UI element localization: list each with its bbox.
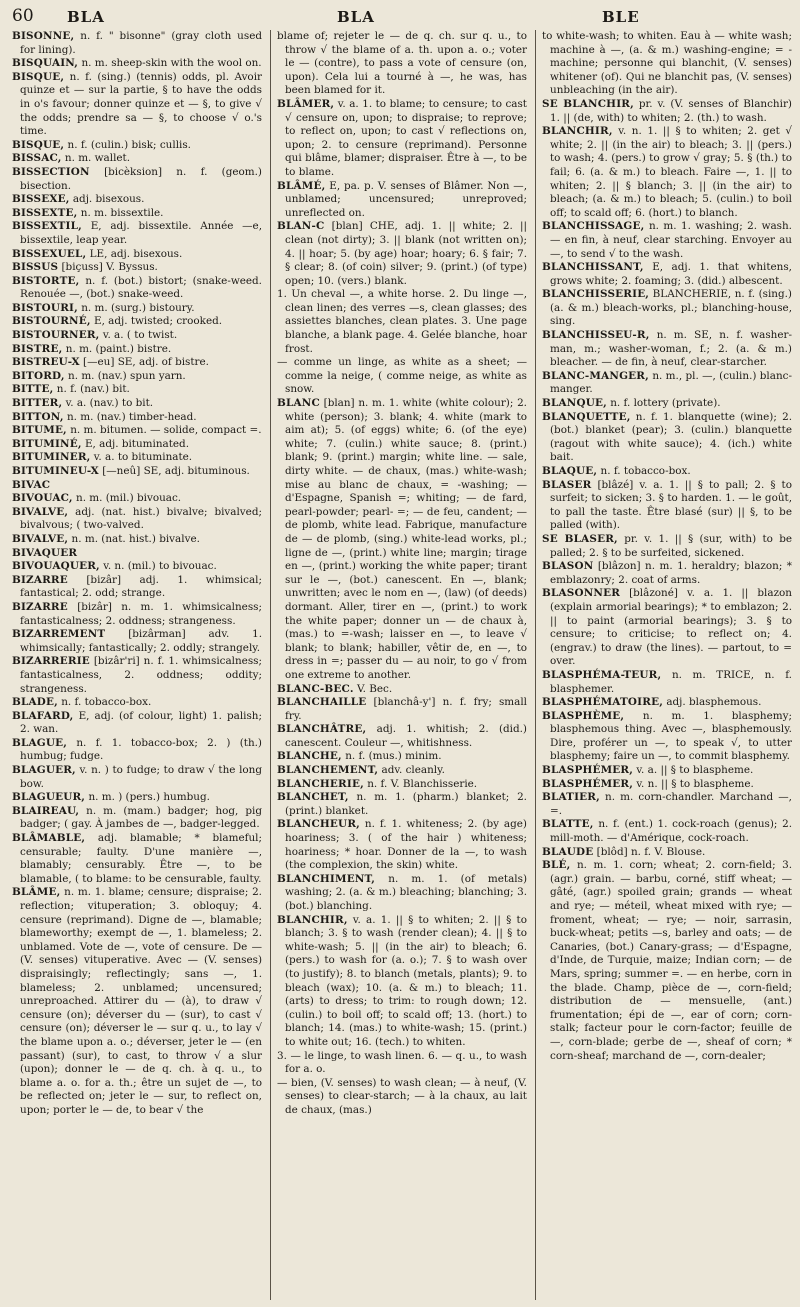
entry-headword: BLÂMABLE, xyxy=(12,832,86,845)
dictionary-entry xyxy=(277,1077,527,1118)
entry-definition: — bien, (V. senses) to wash clean; — à neuf, (V. senses) to clear-starch; — à la chaux, au lait de chaux, (mas.) xyxy=(277,1076,527,1116)
entry-headword: BLAGUER, xyxy=(12,764,76,777)
dictionary-entry xyxy=(12,492,262,506)
entry-headword: BISSECTION xyxy=(12,165,90,178)
entry-headword: BLASPHÉMER, xyxy=(542,777,634,790)
entry-definition: v. a. || § to blaspheme. xyxy=(636,764,754,777)
entry-definition: blame of; rejeter le — de q. ch. sur q. u., to throw √ the blame of a. th. upon a. o.; voter le — (contre), to pass a vote of censure (on, upon). Cela lui a tourné à —, he was, has been blamed for it. xyxy=(277,30,527,97)
dictionary-entry xyxy=(12,315,262,329)
entry-headword: BLAQUE, xyxy=(542,465,598,477)
dictionary-entry xyxy=(12,737,262,764)
entry-definition: v. a. (nav.) to bit. xyxy=(65,397,154,410)
dictionary-entry xyxy=(12,329,262,343)
dictionary-entry xyxy=(277,30,527,98)
dictionary-entry xyxy=(12,696,262,710)
entry-headword: BLATTE, xyxy=(542,818,594,831)
entry-headword: BLASPHÉMER, xyxy=(542,764,634,777)
entry-headword: BITTON, xyxy=(12,410,64,423)
entry-headword: BLASPHÉMATOIRE, xyxy=(542,696,664,709)
entry-definition: n. f. V. Blanchisserie. xyxy=(367,777,478,790)
entry-definition: n. m. (nav.) timber-head. xyxy=(66,410,197,423)
dictionary-entry xyxy=(277,750,527,764)
entry-headword: BLANC xyxy=(277,397,320,410)
dictionary-entry xyxy=(542,764,792,778)
entry-definition: E, adj. twisted; crooked. xyxy=(93,315,223,328)
entry-headword: BIVALVE, xyxy=(12,505,69,518)
entry-definition: n. f. (bot.) bistort; (snake-weed. Renouée —, (bot.) snake-weed. xyxy=(20,274,262,301)
entry-definition: n. m. sheep-skin with the wool on. xyxy=(81,57,262,70)
entry-definition: [bicèksion] n. f. (geom.) bisection. xyxy=(20,165,262,192)
entry-headword: BIZARREMENT xyxy=(12,628,106,641)
dictionary-entry xyxy=(542,560,792,587)
entry-headword: BISTRE, xyxy=(12,342,63,355)
dictionary-entry xyxy=(12,57,262,71)
dictionary-entry xyxy=(542,533,792,560)
entry-definition: [blanchâ-y'] n. f. fry; small fry. xyxy=(285,696,527,722)
guide-word-left: BLA xyxy=(67,8,105,26)
dictionary-entry xyxy=(542,125,792,220)
column-middle xyxy=(270,30,527,1300)
dictionary-entry xyxy=(277,1050,527,1077)
entry-headword: BITUMINEU-X xyxy=(12,465,99,477)
dictionary-entry xyxy=(12,30,262,57)
dictionary-entry xyxy=(277,914,527,1050)
entry-definition: adj. 1. whitish; 2. (did.) canescent. Couleur —, whitishness. xyxy=(285,723,527,749)
dictionary-entry xyxy=(542,370,792,397)
entry-headword: BISONNE, xyxy=(12,30,75,42)
entry-headword: BISQUAIN, xyxy=(12,57,79,70)
dictionary-entry xyxy=(542,846,792,860)
dictionary-entry xyxy=(542,696,792,710)
entry-definition: n. f. (mus.) minim. xyxy=(345,750,442,763)
entry-definition: 3. — le linge, to wash linen. 6. — q. u., to wash for a. o. xyxy=(277,1049,527,1076)
entry-definition: n. f. lottery (private). xyxy=(610,397,721,410)
entry-headword: BIVAC xyxy=(12,478,51,491)
entry-headword: BITTE, xyxy=(12,383,54,396)
dictionary-entry xyxy=(277,98,527,180)
dictionary-entry xyxy=(277,220,527,288)
entry-headword: BLASPHÉMA-TEUR, xyxy=(542,668,662,681)
dictionary-entry xyxy=(542,710,792,764)
dictionary-entry xyxy=(542,329,792,370)
entry-definition: [blôd] n. f. V. Blouse. xyxy=(596,845,706,858)
dictionary-entry xyxy=(12,207,262,221)
entry-definition: v. a. ( to twist. xyxy=(102,329,178,342)
entry-headword: BISSUS xyxy=(12,261,59,274)
entry-headword: BLAN-C xyxy=(277,220,325,233)
entry-headword: BISQUE, xyxy=(12,70,65,83)
entry-headword: BLÂME, xyxy=(12,886,61,899)
entry-definition: [bizârman] adv. 1. whimsically; fantastically; 2. oddly; strangely. xyxy=(20,628,262,654)
page-number: 60 xyxy=(12,6,34,26)
entry-definition: n. m. bitumen. — solide, compact =. xyxy=(70,424,262,437)
entry-definition: E, adj. bituminated. xyxy=(84,437,190,450)
entry-headword: BITTER, xyxy=(12,397,63,410)
dictionary-entry xyxy=(542,465,792,479)
entry-definition: n. f. 1. whiteness; 2. (by age) hoariness; 3. ( of the hair ) whiteness; hoariness; * hoar. Donner de la —, to wash (the complexion, the skin) white. xyxy=(285,818,527,872)
entry-headword: BLASON xyxy=(542,560,594,573)
entry-headword: BLANQUE, xyxy=(542,397,607,410)
dictionary-entry xyxy=(277,683,527,697)
entry-definition: [bizâr] n. m. 1. whimsicalness; fantasticalness; 2. oddness; strangeness. xyxy=(20,600,262,627)
dictionary-entry xyxy=(12,302,262,316)
dictionary-entry xyxy=(12,451,262,465)
dictionary-entry xyxy=(542,261,792,288)
entry-headword: BLANC-MANGER, xyxy=(542,369,649,382)
dictionary-entry xyxy=(542,411,792,465)
entry-definition: pr. v. 1. || § (sur, with) to be palled; 2. § to be surfeited, sickened. xyxy=(550,532,792,559)
entry-headword: BIZARRE xyxy=(12,600,68,613)
dictionary-entry xyxy=(12,710,262,737)
dictionary-entry xyxy=(12,628,262,655)
entry-headword: SE BLASER, xyxy=(542,532,618,545)
entry-definition: n. f. " bisonne" (gray cloth used for lining). xyxy=(20,30,262,56)
dictionary-entry xyxy=(12,261,262,275)
entry-headword: BLÂMÉ, xyxy=(277,179,326,192)
dictionary-entry xyxy=(277,778,527,792)
entry-definition: [blâzé] v. a. 1. || § to pall; 2. § to surfeit; to sicken; 3. § to harden. 1. — le goût, to pall the taste. Être blasé (sur) || §, to be palled (with). xyxy=(550,478,792,532)
entry-definition: LE, adj. bisexous. xyxy=(89,247,183,260)
entry-definition: [biçuss] V. Byssus. xyxy=(61,261,158,274)
entry-definition: n. m. 1. (of metals) washing; 2. (a. & m.) bleaching; blanching; 3. (bot.) blanching. xyxy=(285,872,527,912)
dictionary-entry xyxy=(12,832,262,886)
entry-definition: n. m. (paint.) bistre. xyxy=(65,342,172,355)
dictionary-entry xyxy=(277,764,527,778)
entry-definition: adj. (nat. hist.) bivalve; bivalved; bivalvous; ( two-valved. xyxy=(20,505,262,532)
dictionary-entry xyxy=(542,220,792,261)
dictionary-entry xyxy=(12,166,262,193)
entry-headword: BLANCHÂTRE, xyxy=(277,723,367,736)
entry-definition: [—neû] SE, adj. bituminous. xyxy=(102,465,250,477)
entry-headword: BLANQUETTE, xyxy=(542,410,631,423)
entry-definition: n. f. tobacco-box. xyxy=(600,465,691,477)
entry-headword: BISSEXTE, xyxy=(12,206,78,219)
entry-headword: BIVOUAC, xyxy=(12,492,73,505)
dictionary-entry xyxy=(12,805,262,832)
dictionary-entry xyxy=(277,180,527,221)
guide-word-middle: BLA xyxy=(337,8,375,26)
entry-definition: [blan] n. m. 1. white (white colour); 2. white (person); 3. blank; 4. white (mark to aim at); 5. (of eggs) white; 6. (of the eye) white; 7. (culin.) white sauce; 8. (print.) blank; 9. (print.) margin; white line. — sale, dirty white. — de chaux, (mas.) white-wash; mise au blanc de chaux, = -washing; — d'Espagne, Spanish =; whiting; — de fard, pearl-powder; pearl- =; — de feu, candent; — de plomb, white lead. Fabrique, manufacture de — de plomb, (sing.) white-lead works, pl.; ligne de —, (print.) white line; margin; tirage en —, (print.) working the white paper; tirant sur le —, (bot.) canescent. En —, blank; unwritten; avec le nom en —, (law) (of deeds) dormant. Aller, tirer en —, (print.) to work the white paper; donner un — de chaux à, (mas.) to =-wash; laisser en —, to leave √ blank; to blank; habiller, vêtir de, en —, to dress in =; passer du — au noir, to go √ from one extreme to another. xyxy=(285,397,527,681)
entry-headword: BISSAC, xyxy=(12,152,62,165)
entry-headword: BLANCHISSEU-R, xyxy=(542,329,650,342)
page-header xyxy=(12,6,792,30)
entry-definition: n. m., pl. —, (culin.) blanc-manger. xyxy=(550,369,792,396)
dictionary-columns xyxy=(12,30,792,1300)
entry-definition: adj. blasphemous. xyxy=(666,696,762,709)
entry-definition: 1. Un cheval —, a white horse. 2. Du linge —, clean linen; des verres —s, clean glasses; des assiettes blanches, clean plates. 3. Une page blanche, a blank page. 4. Gelée blanche, hoar frost. xyxy=(277,288,527,355)
entry-definition: [—eu] SE, adj. of bistre. xyxy=(83,356,209,369)
entry-headword: BLÉ, xyxy=(542,859,571,872)
entry-definition: to white-wash; to whiten. Eau à — white wash; machine à —, (a. & m.) washing-engine; = -machine; personne qui blanchit, (V. senses) whitener (of). Qui ne blanchit pas, (V. senses) unbleaching (in the air). xyxy=(542,30,792,97)
entry-headword: BITUMINER, xyxy=(12,451,91,464)
entry-headword: BLANCHISSANT, xyxy=(542,261,644,274)
entry-definition: V. Bec. xyxy=(356,682,393,695)
entry-headword: BLAGUEUR, xyxy=(12,791,86,804)
dictionary-entry xyxy=(12,465,262,479)
dictionary-entry xyxy=(277,873,527,914)
dictionary-entry xyxy=(542,98,792,125)
column-left xyxy=(12,30,262,1300)
dictionary-entry xyxy=(542,288,792,329)
entry-headword: BLÂMER, xyxy=(277,97,335,110)
entry-headword: BLANCHEUR, xyxy=(277,818,360,831)
entry-definition: n. m. (nat. hist.) bivalve. xyxy=(71,532,200,545)
dictionary-entry xyxy=(277,397,527,682)
column-right xyxy=(535,30,792,1300)
entry-headword: BIVALVE, xyxy=(12,532,69,545)
dictionary-entry xyxy=(12,343,262,357)
dictionary-entry xyxy=(542,791,792,818)
entry-headword: BLANCHAILLE xyxy=(277,696,367,709)
entry-definition: v. a. 1. || § to whiten; 2. || § to blanch; 3. § to wash (render clean); 4. || § to white-wash; 5. || (in the air) to bleach; 6. (pers.) to wash for (a. o.); 7. § to wash over (to justify); 8. to blanch (metals, plants); 9. to bleach (wax); 10. (a. & m.) to bleach; 11. (arts) to dress; to trim: to rough down; 12. (culin.) to boil off; to scald off; 13. (hort.) to blanch; 14. (mas.) to white-wash; 15. (print.) to white out; 16. (tech.) to whiten. xyxy=(285,913,527,1048)
dictionary-entry xyxy=(12,397,262,411)
entry-headword: BITUMINÉ, xyxy=(12,437,82,450)
entry-headword: BISSEXUEL, xyxy=(12,247,87,260)
dictionary-entry xyxy=(12,71,262,139)
dictionary-entry xyxy=(277,791,527,818)
entry-headword: BLANCHISSERIE, xyxy=(542,288,650,301)
entry-definition: n. m. 1. corn; wheat; 2. corn-field; 3. (agr.) grain. — barbu, corné, stiff wheat; — gâté, (agr.) spoiled grain; grands — wheat and rye; — méteil, wheat mixed with rye; — froment, wheat; — rye; — noir, sarrasin, buck-wheat; petits —s, barley and oats; — de Canaries, (bot.) Canary-grass; — d'Espagne, d'Inde, de Turquie, maize; Indian corn; — de Mars, spring; summer =. — en herbe, corn in the blade. Champ, pièce de —, corn-field; distribution de — mensuelle, (ant.) frumentation; épi de —, ear of corn; corn-stalk; facteur pour le corn-factor; feuille de —, corn-blade; gerbe de —, sheaf of corn; * corn-sheaf; marchand de —, corn-dealer; xyxy=(550,859,792,1062)
entry-definition: pr. v. (V. senses of Blanchir) 1. || (de, with) to whiten; 2. (th.) to wash. xyxy=(550,97,792,124)
entry-definition: [bizâr'ri] n. f. 1. whimsicalness; fantasticalness, 2. oddness; oddity; strangeness. xyxy=(20,655,262,695)
entry-definition: [blâzoné] v. a. 1. || blazon (explain armorial bearings); * to emblazon; 2. || to paint (armorial bearings); 3. § to censure; to criticise; to reflect on; 4. (engrav.) to draw (the lines). — partout, to = over. xyxy=(550,587,792,668)
entry-headword: BLANCHET, xyxy=(277,791,349,804)
entry-definition: n. m. wallet. xyxy=(64,152,131,165)
entry-definition: v. n. 1. || § to whiten; 2. get √ white; 2. || (in the air) to bleach; 3. || (pers.) to wash; 4. (pers.) to grow √ gray; 5. § (th.) to fail; 6. (a. & m.) to bleach. Faire —, 1. || to whiten; 2. || § blanch; 3. || (in the air) to bleach; (a. & m.) to bleach; 5. (culin.) to boil off; to scald off; 6. (hort.) to blanch. xyxy=(550,125,792,219)
entry-headword: BLANCHEMENT, xyxy=(277,764,379,777)
dictionary-entry xyxy=(12,886,262,1117)
dictionary-entry xyxy=(277,723,527,750)
dictionary-entry xyxy=(542,669,792,696)
entry-definition: E, adj. 1. that whitens, grows white; 2. foaming; 3. (did.) albescent. xyxy=(550,261,792,287)
dictionary-entry xyxy=(12,791,262,805)
dictionary-entry xyxy=(542,30,792,98)
dictionary-entry xyxy=(12,574,262,601)
entry-definition: n. m. 1. blasphemy; blasphemous thing. Avec —, blasphemously. Dire, proférer un —, to speak √, to utter blasphemy; faire un —, to commit blasphemy. xyxy=(550,709,792,763)
entry-definition: n. f. (culin.) bisk; cullis. xyxy=(67,138,191,151)
entry-definition: n. m. corn-chandler. Marchand —, =. xyxy=(550,791,792,817)
entry-headword: BLAIREAU, xyxy=(12,804,80,817)
entry-headword: BLAFARD, xyxy=(12,709,74,722)
entry-definition: v. n. || § to blaspheme. xyxy=(636,777,754,790)
dictionary-entry xyxy=(12,139,262,153)
entry-headword: BLANCHE, xyxy=(277,750,342,763)
dictionary-entry xyxy=(277,818,527,872)
entry-definition: n. m. 1. (pharm.) blanket; 2. (print.) blanket. xyxy=(285,791,527,817)
entry-definition: adj. blamable; * blameful; censurable; faulty. D'une manière —, blamably; censurably. Être —, to be blamable, ( to blame: to be censurable, faulty. xyxy=(20,832,262,885)
entry-headword: BLANCHIMENT, xyxy=(277,872,376,885)
entry-definition: n. m. (nav.) spun yarn. xyxy=(68,369,186,382)
entry-headword: BITUME, xyxy=(12,424,67,437)
dictionary-entry xyxy=(542,818,792,845)
entry-definition: [bizâr] adj. 1. whimsical; fantastical; 2. odd; strange. xyxy=(20,573,262,600)
entry-definition: adj. bisexous. xyxy=(72,193,145,206)
entry-headword: BLASER xyxy=(542,478,592,491)
entry-definition: v. n. (mil.) to bivouac. xyxy=(103,560,217,573)
dictionary-entry xyxy=(12,356,262,370)
entry-definition: n. f. 1. tobacco-box; 2. ) (th.) humbug; fudge. xyxy=(20,736,262,763)
entry-definition: — comme un linge, as white as a sheet; — comme la neige, ( comme neige, as white as snow. xyxy=(277,356,527,396)
entry-headword: BISTREU-X xyxy=(12,356,80,369)
entry-definition: v. a. to bituminate. xyxy=(93,451,193,464)
dictionary-entry xyxy=(542,778,792,792)
dictionary-entry xyxy=(12,248,262,262)
entry-definition: n. m. (mil.) bivouac. xyxy=(76,492,182,505)
dictionary-entry xyxy=(277,696,527,723)
dictionary-entry xyxy=(12,275,262,302)
entry-definition: n. m. ) (pers.) humbug. xyxy=(88,791,210,804)
dictionary-entry xyxy=(542,587,792,669)
dictionary-entry xyxy=(12,506,262,533)
entry-definition: v. n. ) to fudge; to draw √ the long bow. xyxy=(20,764,262,790)
dictionary-entry xyxy=(12,152,262,166)
entry-headword: BIZARRE xyxy=(12,573,68,586)
dictionary-entry xyxy=(12,370,262,384)
entry-headword: BISSEXTIL, xyxy=(12,220,82,233)
entry-headword: BLAGUE, xyxy=(12,736,68,749)
dictionary-entry xyxy=(12,764,262,791)
entry-definition: BLANCHERIE, n. f. (sing.) (a. & m.) bleach-works, pl.; blanching-house, sing. xyxy=(550,288,792,328)
entry-headword: BISTOURNER, xyxy=(12,329,100,342)
dictionary-entry xyxy=(12,411,262,425)
entry-headword: BLASONNER xyxy=(542,587,621,600)
dictionary-entry xyxy=(12,438,262,452)
entry-headword: BLANCHERIE, xyxy=(277,777,364,790)
entry-headword: BISSEXE, xyxy=(12,193,70,206)
dictionary-entry xyxy=(12,220,262,247)
entry-headword: BLADE, xyxy=(12,696,58,709)
entry-headword: BIZARRERIE xyxy=(12,655,90,668)
entry-headword: BLASPHÈME, xyxy=(542,709,625,722)
dictionary-entry xyxy=(12,193,262,207)
entry-definition: n. m. bissextile. xyxy=(80,206,164,219)
entry-definition: E, pa. p. V. senses of Blâmer. Non —, unblamed; uncensured; unreproved; unreflected on. xyxy=(285,179,527,219)
dictionary-entry xyxy=(277,288,527,356)
dictionary-entry xyxy=(12,424,262,438)
dictionary-entry xyxy=(12,560,262,574)
entry-headword: BISTOURNÉ, xyxy=(12,315,91,328)
entry-definition: n. f. (nav.) bit. xyxy=(56,383,130,396)
dictionary-entry xyxy=(12,383,262,397)
entry-headword: BISQUE, xyxy=(12,138,65,151)
entry-definition: adv. cleanly. xyxy=(381,764,445,777)
entry-definition: n. m. TRICE, n. f. blasphemer. xyxy=(550,668,792,695)
entry-definition: n. m. (surg.) bistoury. xyxy=(81,301,195,314)
entry-definition: n. m. 1. washing; 2. wash. — en fin, à neuf, clear starching. Envoyer au —, to send √ to the wash. xyxy=(550,220,792,260)
dictionary-entry xyxy=(12,479,262,493)
entry-definition: n. f. 1. blanquette (wine); 2. (bot.) blanket (pear); 3. (culin.) blanquette (ragout with white sauce); 4. (ich.) white bait. xyxy=(550,410,792,464)
entry-definition: E, adj. bissextile. Année —e, bissextile, leap year. xyxy=(20,220,262,246)
entry-definition: n. f. (ent.) 1. cock-roach (genus); 2. mill-moth. — d'Amérique, cock-roach. xyxy=(550,818,792,845)
dictionary-entry xyxy=(12,601,262,628)
entry-headword: BISTORTE, xyxy=(12,274,80,287)
entry-definition: v. a. 1. to blame; to censure; to cast √ censure on, upon; to dispraise; to reprove; to reflect on, upon; to cast √ reflections on, upon; 2. to censure (reprimand). Personne qui blâme, blamer; dispraiser. Être à —, to be to blame. xyxy=(285,97,527,178)
entry-headword: BLANCHIR, xyxy=(277,913,348,926)
dictionary-entry xyxy=(277,356,527,397)
entry-definition: [blâzon] n. m. 1. heraldry; blazon; * emblazonry; 2. coat of arms. xyxy=(550,560,792,586)
entry-headword: BIVOUAQUER, xyxy=(12,560,100,573)
entry-headword: BIVAQUER xyxy=(12,546,78,559)
entry-headword: BISTOURI, xyxy=(12,301,78,314)
entry-definition: n. m. 1. blame; censure; dispraise; 2. reflection; vituperation; 3. obloquy; 4. censure (reprimand). Digne de —, blamable; blameworthy; exempt de —, 1. blameless; 2. unblamed. Vote de —, vote of censure. De — (V. senses) vituperative. Avec — (V. senses) dispraisingly; reflectingly; sans —, 1. blameless; 2. unblamed; uncensured; unreproached. Attirer du — (à), to draw √ censure (on); déverser du — (sur), to cast √ censure (on); déverser le — sur q. u., to lay √ the blame upon a. o.; déverser, jeter le — (en passant) (sur), to cast, to throw √ a slur (upon); donner le — de q. ch. à q. u., to blame a. o. for a. th.; être un sujet de —, to be reflected on; jeter le — sur, to reflect on, upon; porter le — de, to bear √ the xyxy=(20,886,262,1116)
entry-headword: BITORD, xyxy=(12,369,65,382)
entry-definition: E, adj. (of colour, light) 1. palish; 2. wan. xyxy=(20,709,262,736)
entry-definition: n. m. SE, n. f. washer-man, m.; washer-woman, f.; 2. (a. & m.) bleacher. — de fin, à neuf, clear-starcher. xyxy=(550,329,792,369)
entry-headword: BLAUDE xyxy=(542,845,594,858)
entry-definition: n. f. (sing.) (tennis) odds, pl. Avoir quinze et — sur la partie, § to have the odds in o's favour; donner quinze et — §, to give √ the odds; prendre sa — §, to choose √ o.'s time. xyxy=(20,70,262,138)
entry-definition: n. f. tobacco-box. xyxy=(61,696,152,709)
dictionary-entry xyxy=(12,655,262,696)
entry-headword: BLATIER, xyxy=(542,791,600,804)
entry-headword: SE BLANCHIR, xyxy=(542,97,634,110)
dictionary-entry xyxy=(542,397,792,411)
entry-definition: [blan] CHE, adj. 1. || white; 2. || clean (not dirty); 3. || blank (not written on); 4. || hoar; 5. (by age) hoar; hoary; 6. § fair; 7. § clear; 8. (of coin) silver; 9. (print.) (of type) open; 10. (vers.) blank. xyxy=(285,220,527,287)
dictionary-entry xyxy=(542,479,792,533)
entry-definition: n. m. (mam.) badger; hog, pig badger; ( gay. À jambes de —, badger-legged. xyxy=(20,804,262,831)
entry-headword: BLANCHISSAGE, xyxy=(542,220,645,233)
dictionary-entry xyxy=(12,533,262,547)
entry-headword: BLANC-BEC. xyxy=(277,682,354,695)
entry-headword: BLANCHIR, xyxy=(542,125,613,138)
dictionary-entry xyxy=(12,547,262,561)
dictionary-entry xyxy=(542,859,792,1063)
guide-word-right: BLE xyxy=(602,8,640,26)
